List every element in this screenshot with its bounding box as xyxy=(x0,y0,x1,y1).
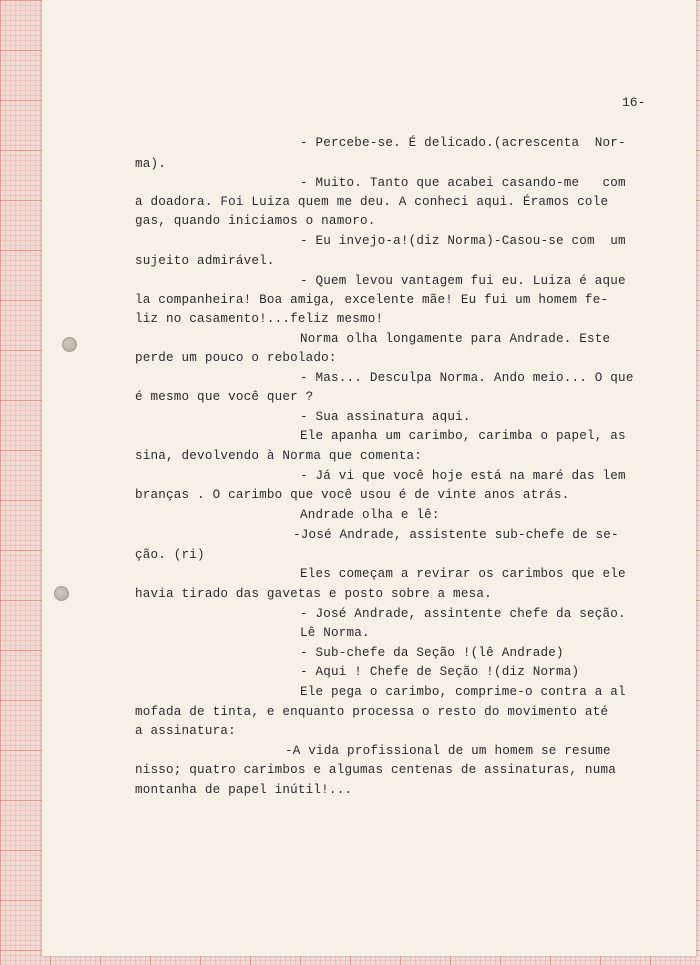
text-line: - Sua assinatura aqui. xyxy=(300,410,471,424)
page-number: 16- xyxy=(622,95,646,110)
text-line: nisso; quatro carimbos e algumas centenas de assinaturas, numa xyxy=(135,763,616,777)
text-line: perde um pouco o rebolado: xyxy=(135,351,337,365)
text-line: - Quem levou vantagem fui eu. Luiza é aque xyxy=(300,274,626,288)
text-line: - Já vi que você hoje está na maré das lem xyxy=(300,469,626,483)
text-line: - Eu invejo-a!(diz Norma)-Casou-se com um xyxy=(300,234,626,248)
text-line: Ele pega o carimbo, comprime-o contra a al xyxy=(300,685,626,699)
text-line: Eles começam a revirar os carimbos que ele xyxy=(300,567,626,581)
text-line: Andrade olha e lê: xyxy=(300,508,440,522)
punch-hole-top xyxy=(62,337,77,352)
text-line: Norma olha longamente para Andrade. Este xyxy=(300,332,611,346)
punch-hole-bottom xyxy=(54,586,69,601)
text-line: montanha de papel inútil!... xyxy=(135,783,353,797)
text-line: a doadora. Foi Luiza quem me deu. A conheci aqui. Éramos cole xyxy=(135,195,609,209)
text-line: - Muito. Tanto que acabei casando-me com xyxy=(300,176,626,190)
text-line: havia tirado das gavetas e posto sobre a mesa. xyxy=(135,587,492,601)
text-line: - Mas... Desculpa Norma. Ando meio... O que xyxy=(300,371,634,385)
text-line: - José Andrade, assintente chefe da seção. xyxy=(300,607,626,621)
text-line: a assinatura: xyxy=(135,724,236,738)
text-line: sina, devolvendo à Norma que comenta: xyxy=(135,449,423,463)
text-line: la companheira! Boa amiga, excelente mãe! Eu fui um homem fe- xyxy=(135,293,609,307)
text-line: - Percebe-se. É delicado.(acrescenta Nor- xyxy=(300,136,626,150)
text-line: branças . O carimbo que você usou é de vinte anos atrás. xyxy=(135,488,570,502)
text-line: ma). xyxy=(135,157,167,171)
text-line: Ele apanha um carimbo, carimba o papel, as xyxy=(300,429,626,443)
text-line: é mesmo que você quer ? xyxy=(135,390,314,404)
text-line: gas, quando iniciamos o namoro. xyxy=(135,214,376,228)
text-line: liz no casamento!...feliz mesmo! xyxy=(135,312,384,326)
text-line: ção. (ri) xyxy=(135,548,205,562)
text-line: -José Andrade, assistente sub-chefe de se- xyxy=(293,528,619,542)
text-line: - Aqui ! Chefe de Seção !(diz Norma) xyxy=(300,665,580,679)
text-line: mofada de tinta, e enquanto processa o resto do movimento até xyxy=(135,705,609,719)
text-line: sujeito admirável. xyxy=(135,254,275,268)
text-line: - Sub-chefe da Seção !(lê Andrade) xyxy=(300,646,564,660)
text-line: Lê Norma. xyxy=(300,626,370,640)
text-line: -A vida profissional de um homem se resume xyxy=(285,744,611,758)
